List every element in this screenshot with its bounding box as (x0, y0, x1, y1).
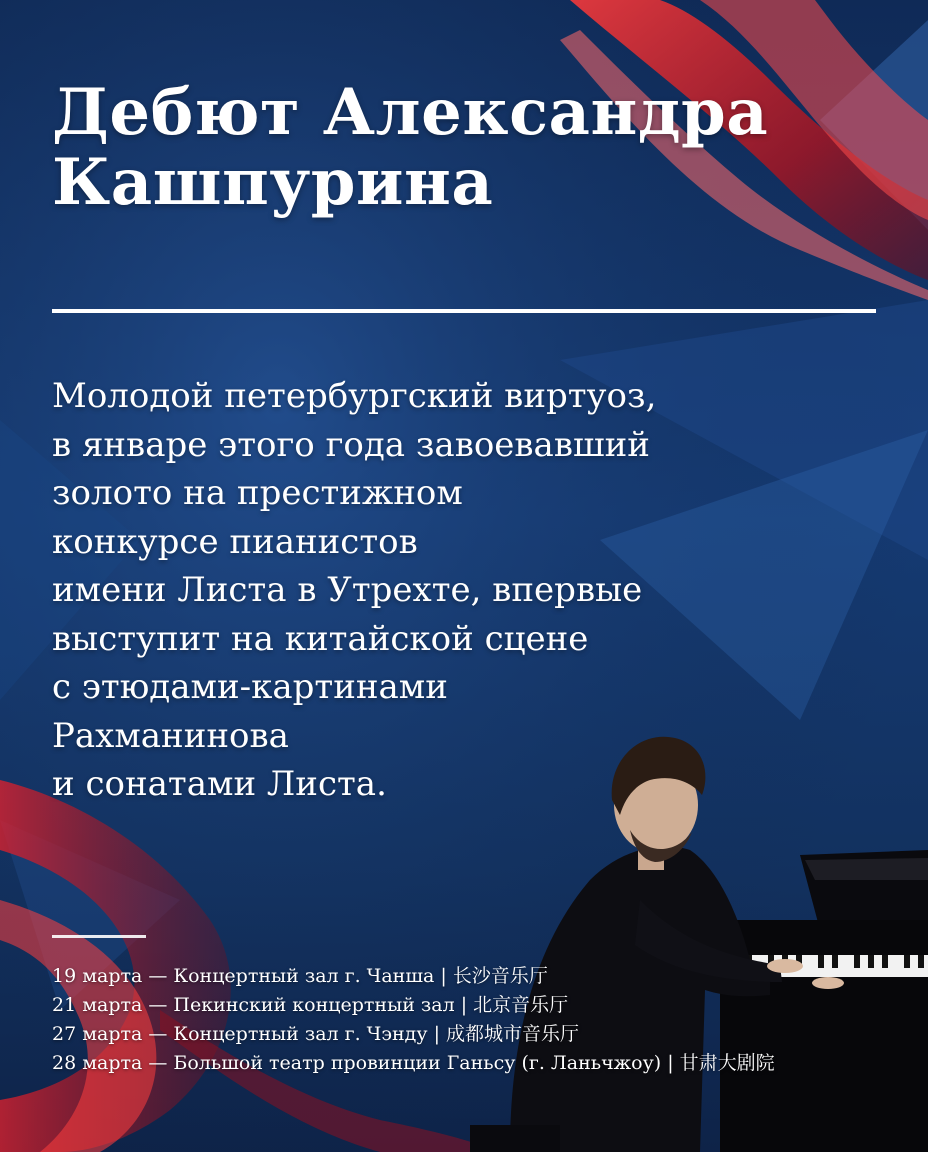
description-line: золото на престижном (52, 473, 463, 513)
schedule-item: 27 марта — Концертный зал г. Чэнду | 成都城市音乐厅 (52, 1023, 580, 1045)
description-line: и сонатами Листа. (52, 764, 387, 804)
description-line: в январе этого года завоевавший (52, 424, 650, 465)
piano-lid-edge (805, 858, 928, 880)
schedule-divider (52, 935, 146, 938)
piano-bench (470, 1125, 560, 1152)
description-line: выступит на китайской сцене (52, 618, 589, 659)
title-line: Кашпурина (52, 145, 494, 220)
pianist-image (470, 720, 928, 1152)
concert-schedule (52, 962, 912, 1078)
title-line: Дебют Александра (52, 75, 769, 150)
schedule-item: 19 марта — Концертный зал г. Чанша | 长沙音乐厅 (52, 965, 548, 987)
title-divider (52, 309, 876, 313)
description-line: конкурсе пианистов (52, 521, 418, 562)
description-line: с этюдами-картинами (52, 667, 448, 707)
schedule-item: 21 марта — Пекинский концертный зал | 北京音乐厅 (52, 994, 569, 1016)
description-line: Молодой петербургский виртуоз, (52, 376, 657, 416)
description-line: Рахманинова (52, 715, 289, 756)
poster-title (52, 75, 892, 220)
description-line: имени Листа в Утрехте, впервые (52, 570, 643, 610)
schedule-item: 28 марта — Большой театр провинции Ганьсу (г. Ланьчжоу) | 甘肃大剧院 (52, 1052, 775, 1074)
